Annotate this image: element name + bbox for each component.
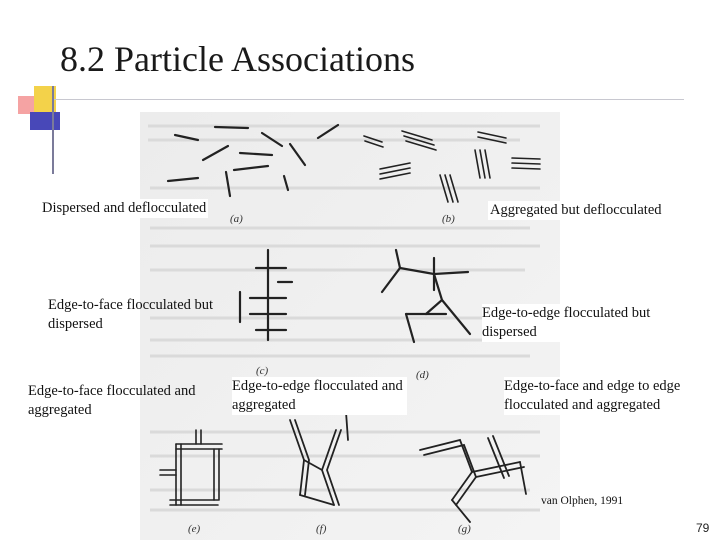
panel-label-c: (c) — [256, 365, 269, 377]
label-aggregated-deflocculated: Aggregated but deflocculated — [490, 202, 662, 218]
panel-label-g: (g) — [458, 523, 471, 535]
panel-label-a: (a) — [230, 213, 243, 225]
slide-title: 8.2 Particle Associations — [60, 39, 415, 79]
label-ete-flocculated-aggregated: Edge-to-edge flocculated and aggregated — [232, 377, 407, 415]
label-dispersed-deflocculated: Dispersed and deflocculated — [42, 200, 207, 216]
label-etf-flocculated-dispersed: Edge-to-face flocculated but dispersed — [48, 297, 214, 332]
panel-label-b: (b) — [442, 213, 455, 225]
accent-blue-square — [30, 112, 60, 130]
panel-label-f: (f) — [316, 523, 327, 535]
panel-label-e: (e) — [188, 523, 201, 535]
label-etf-flocculated-aggregated: Edge-to-face flocculated and aggregated — [28, 383, 196, 418]
page-number: 79 — [696, 521, 710, 535]
label-etf-ete-flocculated-aggregated: Edge-to-face and edge to edge flocculated and aggregated — [504, 377, 684, 415]
label-ete-flocculated-dispersed: Edge-to-edge flocculated but dispersed — [482, 304, 682, 342]
panel-label-d: (d) — [416, 369, 429, 381]
title-underline — [54, 99, 684, 100]
citation: van Olphen, 1991 — [541, 495, 624, 507]
